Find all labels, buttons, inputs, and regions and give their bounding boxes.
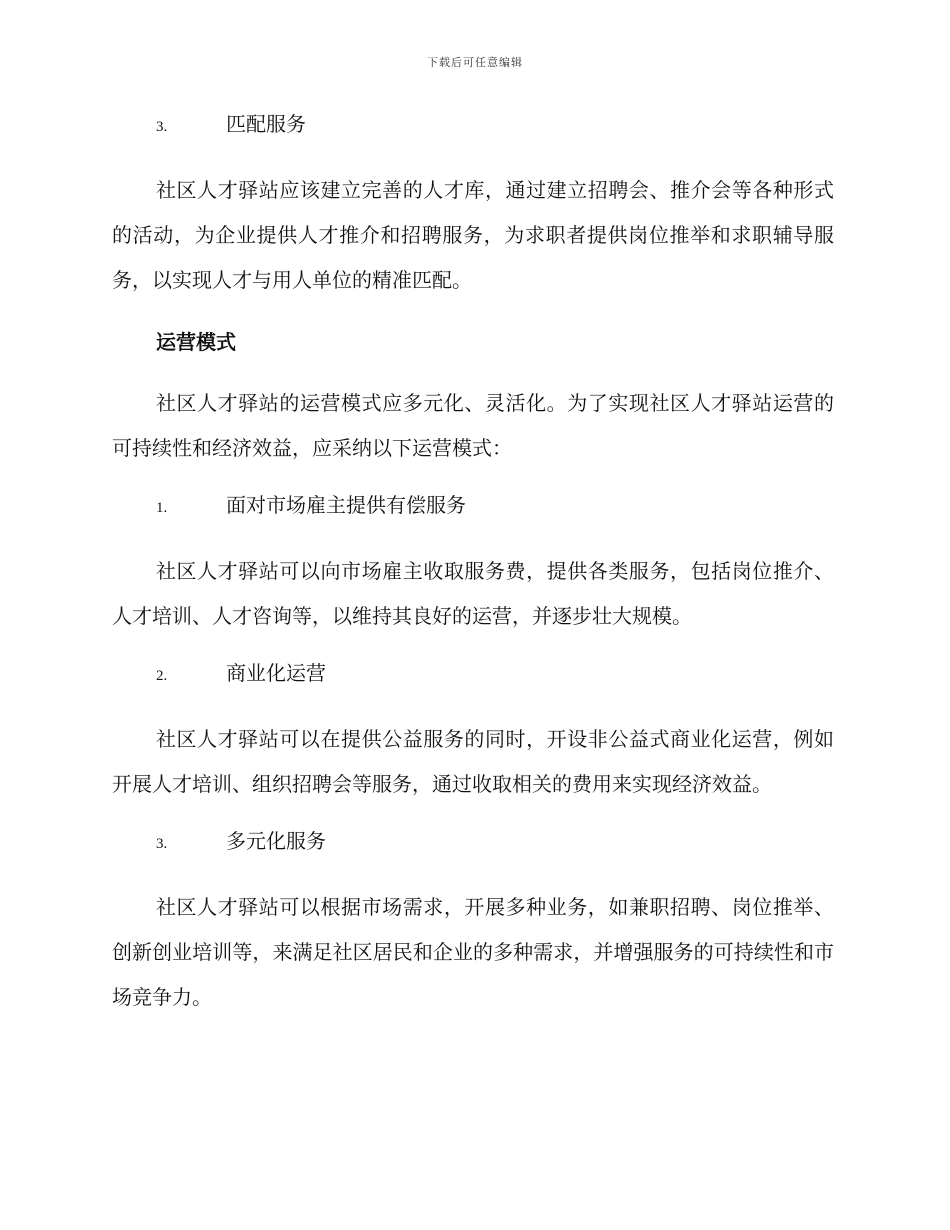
- list-item-commercial-operation: [156, 657, 834, 699]
- list-item-matching-service: [156, 108, 834, 150]
- list-item-title: 面对市场雇主提供有偿服务: [226, 493, 466, 517]
- page-header-note: 下载后可任意编辑: [427, 56, 523, 69]
- list-number: 3.: [156, 836, 168, 852]
- list-number: 1.: [156, 500, 168, 516]
- list-number: 2.: [156, 668, 168, 684]
- paragraph-operation-intro: 社区人才驿站的运营模式应多元化、灵活化。为了实现社区人才驿站运营的可持续性和经济效益，应采纳以下运营模式：: [112, 391, 834, 460]
- paragraph-commercial: 社区人才驿站可以在提供公益服务的同时，开设非公益式商业化运营，例如开展人才培训、组织招聘会等服务，通过收取相关的费用来实现经济效益。: [112, 727, 834, 796]
- paragraph-matching: 社区人才驿站应该建立完善的人才库，通过建立招聘会、推介会等各种形式的活动，为企业提供人才推介和招聘服务，为求职者提供岗位推举和求职辅导服务，以实现人才与用人单位的精准匹配。: [112, 178, 834, 292]
- document-body: [112, 108, 834, 1038]
- list-item-title: 商业化运营: [226, 661, 326, 685]
- paragraph-paid-service: 社区人才驿站可以向市场雇主收取服务费，提供各类服务，包括岗位推介、人才培训、人才咨询等，以维持其良好的运营，并逐步壮大规模。: [112, 559, 834, 628]
- list-item-paid-service: [156, 489, 834, 531]
- paragraph-diversified: 社区人才驿站可以根据市场需求，开展多种业务，如兼职招聘、岗位推举、创新创业培训等，来满足社区居民和企业的多种需求，并增强服务的可持续性和市场竞争力。: [112, 895, 834, 1009]
- section-heading-operation-mode: 运营模式: [156, 330, 236, 354]
- list-item-title: 匹配服务: [226, 112, 306, 136]
- list-item-diversified-service: [156, 825, 834, 867]
- list-number: 3.: [156, 119, 168, 135]
- list-item-title: 多元化服务: [226, 829, 326, 853]
